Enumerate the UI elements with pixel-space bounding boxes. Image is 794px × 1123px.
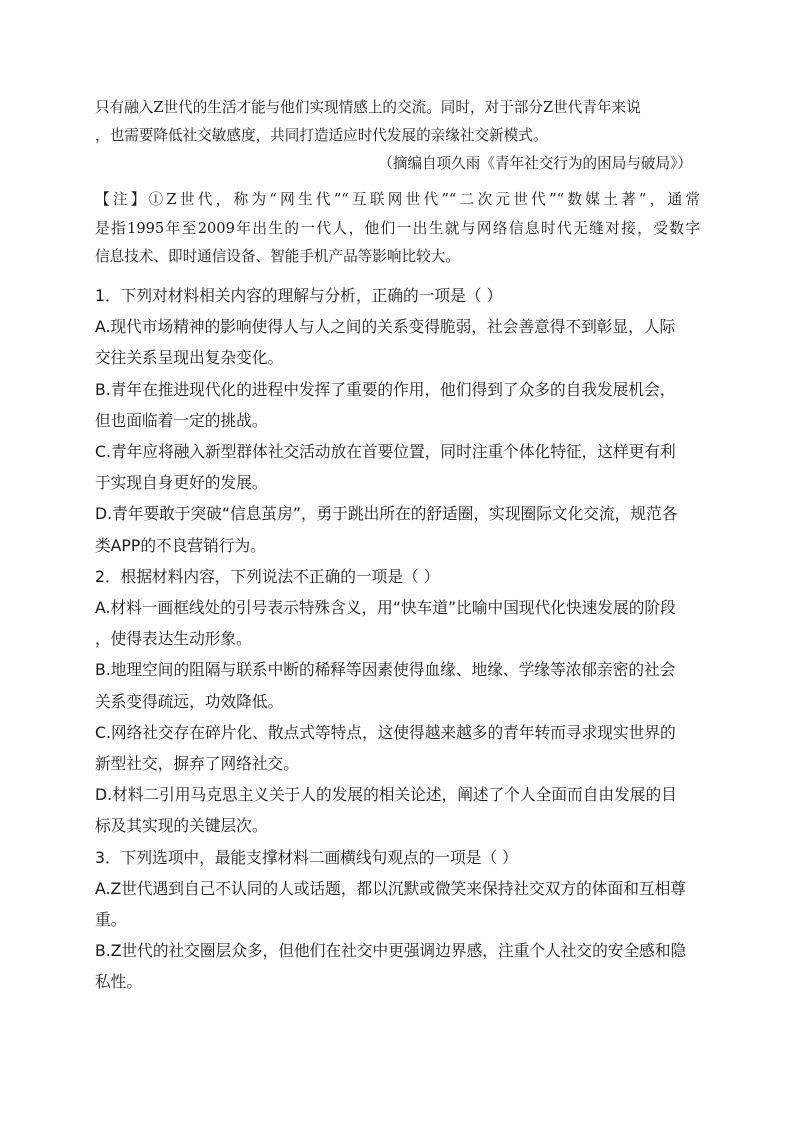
q2-option-c: C.网络社交存在碎片化、散点式等特点，这使得越来越多的青年转而寻求现实世界的 [95, 722, 676, 742]
passage-line: ，也需要降低社交敏感度，共同打造适应时代发展的亲缘社交新模式。 [95, 127, 548, 144]
q1-option-a: A.现代市场精神的影响使得人与人之间的关系变得脆弱，社会善意得不到彰显，人际 [95, 317, 676, 337]
q1-option-c: C.青年应将融入新型群体社交活动放在首要位置，同时注重个体化特征，这样更有利 [95, 442, 676, 462]
passage-excerpt [95, 94, 700, 178]
note-line: 信息技术、即时通信设备、智能手机产品等影响比较大。 [95, 248, 460, 265]
question-2-stem: 2．根据材料内容，下列说法不正确的一项是（ ） [95, 566, 440, 586]
question-list [95, 280, 700, 998]
note-line: 【注】①Z世代，称为“网生代”“互联网世代”“二次元世代”“数媒土著”，通常 [95, 191, 700, 208]
q1-option-a-cont: 交往关系呈现出复杂变化。 [95, 348, 284, 368]
q3-option-b: B.Z世代的社交圈层众多，但他们在社交中更强调边界感，注重个人社交的安全感和隐 [95, 941, 687, 961]
q2-option-b: B.地理空间的阻隔与联系中断的稀释等因素使得血缘、地缘、学缘等浓郁亲密的社会 [95, 660, 676, 680]
q1-option-b-cont: 但也面临着一定的挑战。 [95, 410, 268, 430]
q1-option-b: B.青年在推进现代化的进程中发挥了重要的作用，他们得到了众多的自我发展机会， [95, 379, 676, 399]
question-1-stem: 1．下列对材料相关内容的理解与分析，正确的一项是（ ） [95, 286, 503, 305]
q1-option-d-cont: 类APP的不良营销行为。 [95, 535, 266, 555]
footnote [95, 186, 700, 272]
q1-option-d: D.青年要敢于突破“信息茧房”，勇于跳出所在的舒适圈，实现圈际文化交流，规范各 [95, 504, 678, 524]
q1-option-c-cont: 于实现自身更好的发展。 [95, 473, 268, 493]
q3-option-a-cont: 重。 [95, 910, 127, 930]
q2-option-a-cont: ，使得表达生动形象。 [95, 629, 252, 649]
q2-option-d: D.材料二引用马克思主义关于人的发展的相关论述，阐述了个人全面而自由发展的目 [95, 785, 677, 805]
passage-line: 只有融入Z世代的生活才能与他们实现情感上的交流。同时，对于部分Z世代青年来说 [95, 99, 641, 116]
q2-option-c-cont: 新型社交，摒弃了网络社交。 [95, 754, 299, 774]
q3-option-a: A.Z世代遇到自己不认同的人或话题，都以沉默或微笑来保持社交双方的体面和互相尊 [95, 878, 686, 898]
q2-option-a: A.材料一画框线处的引号表示特殊含义，用“快车道”比喻中国现代化快速发展的阶段 [95, 598, 676, 618]
source-attribution: （摘编自项久雨《青年社交行为的困局与破局》） [378, 155, 692, 172]
question-3-stem: 3．下列选项中，最能支撑材料二画横线句观点的一项是（ ） [95, 847, 518, 867]
q3-option-b-cont: 私性。 [95, 972, 143, 992]
note-line: 是指1995年至2009年出生的一代人，他们一出生就与网络信息时代无缝对接，受数字 [95, 219, 700, 237]
q2-option-d-cont: 标及其实现的关键层次。 [95, 816, 268, 836]
q2-option-b-cont: 关系变得疏远，功效降低。 [95, 691, 284, 711]
